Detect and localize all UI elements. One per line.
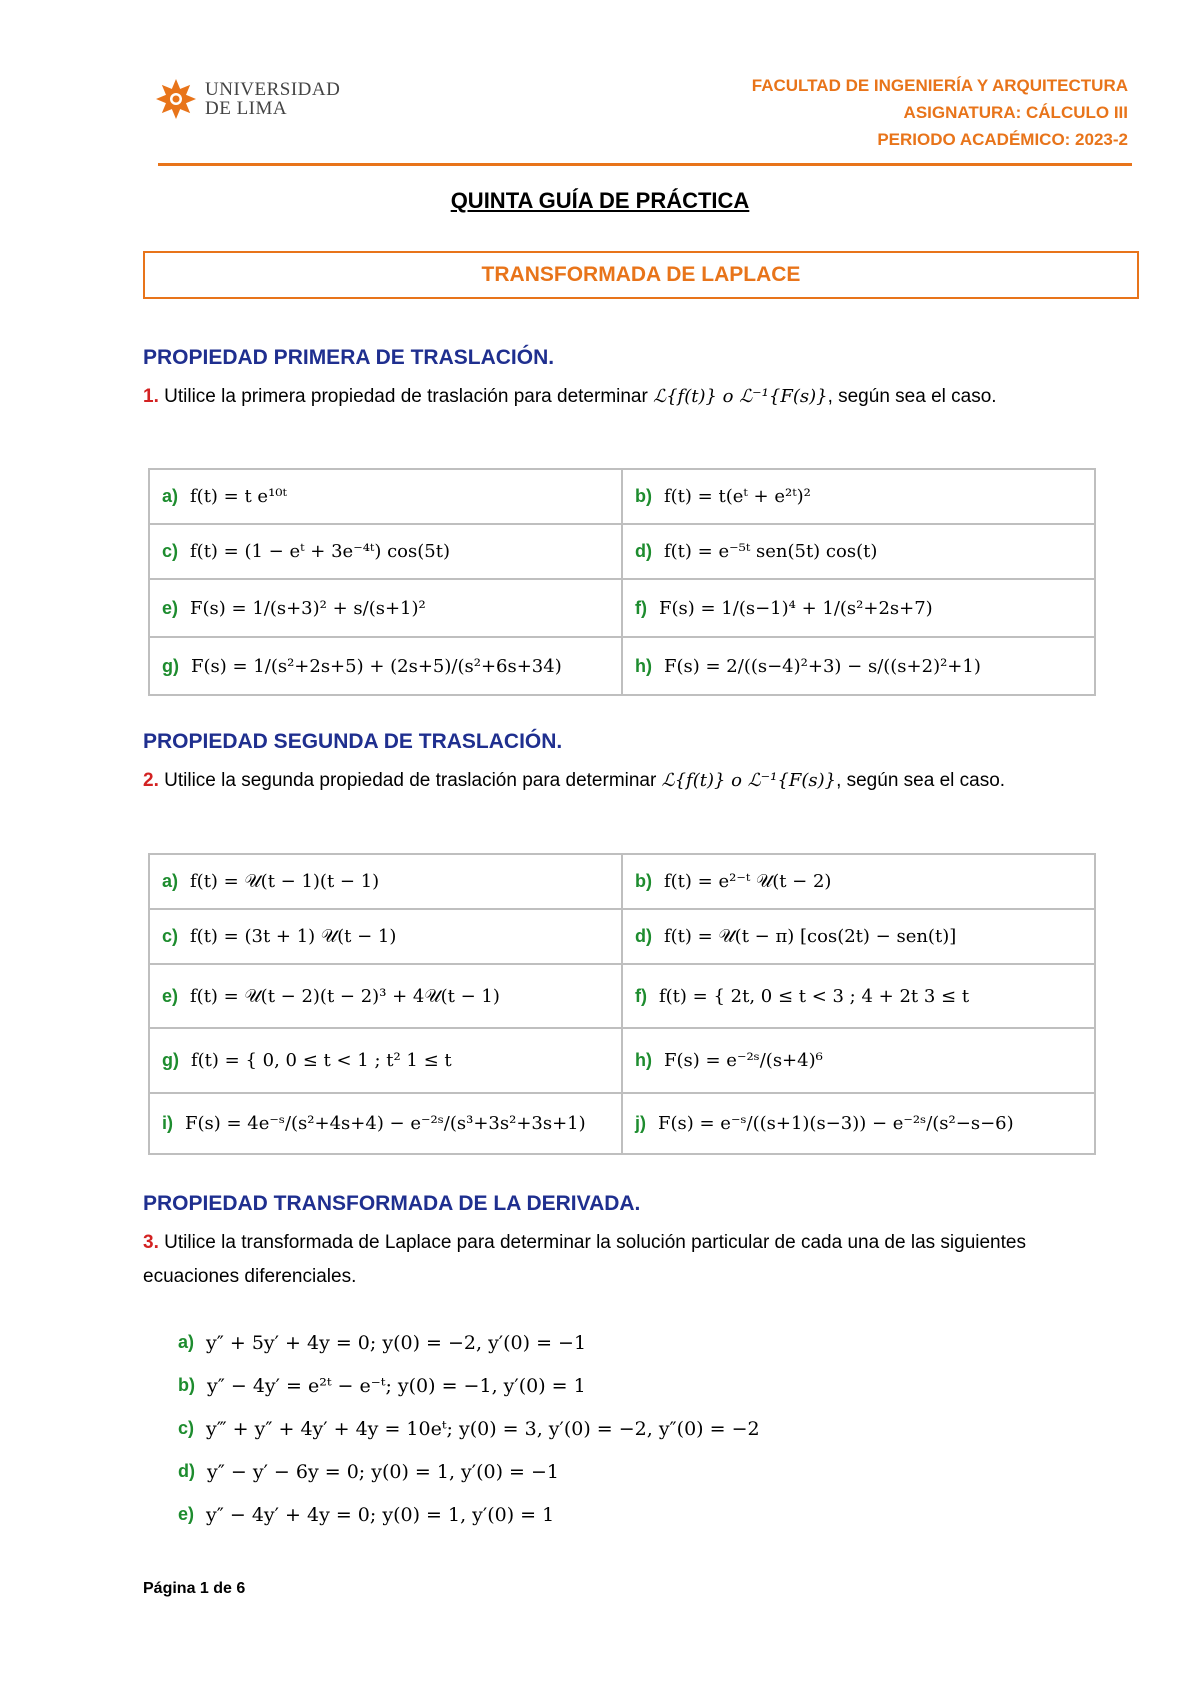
course-header bbox=[752, 72, 1128, 153]
exercise-cell bbox=[149, 854, 622, 909]
ode-item bbox=[178, 1321, 760, 1364]
item-label: g) bbox=[162, 655, 179, 676]
exercise-cell bbox=[149, 909, 622, 964]
question-1-text-end: , según sea el caso. bbox=[827, 386, 997, 407]
item-expression: f(t) = 𝒰(t − 2)(t − 2)³ + 4𝒰(t − 1) bbox=[190, 985, 500, 1007]
question-1-math: ℒ{f(t)} o ℒ⁻¹{F(s)} bbox=[653, 386, 828, 407]
star-logo-icon bbox=[155, 78, 197, 120]
item-expression: f(t) = { 2t, 0 ≤ t < 3 ; 4 + 2t 3 ≤ t bbox=[659, 985, 970, 1007]
item-label: d) bbox=[635, 541, 652, 561]
university-logo bbox=[155, 78, 340, 120]
exercise-cell bbox=[622, 637, 1095, 695]
item-label: c) bbox=[162, 541, 179, 561]
section2-title: PROPIEDAD SEGUNDA DE TRASLACIÓN. bbox=[143, 730, 563, 753]
logo-text bbox=[205, 80, 340, 118]
question-3-number: 3. bbox=[143, 1232, 159, 1253]
item-label: i) bbox=[162, 1113, 173, 1133]
item-label: a) bbox=[178, 1332, 195, 1352]
topic-text: TRANSFORMADA DE LAPLACE bbox=[481, 263, 801, 286]
item-expression: F(s) = e⁻ˢ/((s+1)(s−3)) − e⁻²ˢ/(s²−s−6) bbox=[658, 1113, 1014, 1134]
section1-title: PROPIEDAD PRIMERA DE TRASLACIÓN. bbox=[143, 346, 555, 369]
ode-list bbox=[178, 1321, 760, 1536]
item-expression: y‴ + y″ + 4y′ + 4y = 10eᵗ; y(0) = 3, y′(0) = −2, y″(0) = −2 bbox=[206, 1417, 760, 1440]
item-expression: f(t) = t e¹⁰ᵗ bbox=[190, 486, 287, 507]
question-3 bbox=[143, 1226, 1103, 1294]
exercise-cell bbox=[622, 854, 1095, 909]
exercise-cell bbox=[149, 964, 622, 1028]
item-label: h) bbox=[635, 655, 652, 676]
item-label: c) bbox=[178, 1418, 195, 1438]
item-expression: y″ − 4y′ + 4y = 0; y(0) = 1, y′(0) = 1 bbox=[206, 1503, 555, 1526]
logo-text-line2: DE LIMA bbox=[205, 98, 288, 119]
question-1-number: 1. bbox=[143, 386, 159, 407]
item-label: d) bbox=[178, 1461, 195, 1481]
ode-item bbox=[178, 1493, 760, 1536]
question-1 bbox=[143, 380, 1103, 414]
item-label: e) bbox=[162, 985, 179, 1006]
item-expression: f(t) = 𝒰(t − 1)(t − 1) bbox=[190, 871, 380, 892]
document-title-text: QUINTA GUÍA DE PRÁCTICA bbox=[450, 188, 750, 213]
ode-item bbox=[178, 1407, 760, 1450]
item-label: f) bbox=[635, 597, 647, 618]
item-label: g) bbox=[162, 1050, 179, 1070]
item-expression: F(s) = 1/(s+3)² + s/(s+1)² bbox=[190, 597, 426, 619]
topic-box bbox=[143, 251, 1139, 299]
header-divider bbox=[158, 163, 1132, 166]
ode-item bbox=[178, 1450, 760, 1493]
exercise-cell bbox=[622, 1093, 1095, 1154]
document-title bbox=[0, 188, 1200, 214]
question-2-number: 2. bbox=[143, 770, 159, 791]
exercise-cell bbox=[622, 1028, 1095, 1093]
item-expression: f(t) = (3t + 1) 𝒰(t − 1) bbox=[190, 926, 397, 947]
item-label: c) bbox=[162, 926, 179, 946]
item-label: b) bbox=[635, 871, 652, 891]
item-expression: y″ − 4y′ = e²ᵗ − e⁻ᵗ; y(0) = −1, y′(0) = 1 bbox=[207, 1374, 586, 1397]
exercise-cell bbox=[622, 909, 1095, 964]
item-label: b) bbox=[178, 1375, 195, 1395]
course-name: ASIGNATURA: CÁLCULO III bbox=[903, 103, 1128, 122]
item-expression: F(s) = 1/(s−1)⁴ + 1/(s²+2s+7) bbox=[659, 597, 933, 619]
item-expression: F(s) = e⁻²ˢ/(s+4)⁶ bbox=[664, 1050, 823, 1071]
section3-title: PROPIEDAD TRANSFORMADA DE LA DERIVADA. bbox=[143, 1192, 641, 1215]
item-expression: F(s) = 4e⁻ˢ/(s²+4s+4) − e⁻²ˢ/(s³+3s²+3s+1) bbox=[185, 1113, 586, 1134]
logo-text-line1: UNIVERSIDAD bbox=[205, 79, 341, 100]
item-label: f) bbox=[635, 985, 647, 1006]
item-label: h) bbox=[635, 1050, 652, 1070]
ode-item bbox=[178, 1364, 760, 1407]
question-2 bbox=[143, 764, 1103, 798]
section2-exercises-table bbox=[148, 853, 1096, 1155]
item-label: a) bbox=[162, 871, 179, 891]
academic-period: PERIODO ACADÉMICO: 2023-2 bbox=[877, 130, 1128, 149]
item-expression: F(s) = 2/((s−4)²+3) − s/((s+2)²+1) bbox=[664, 655, 981, 677]
question-2-text-end: , según sea el caso. bbox=[836, 770, 1006, 791]
item-expression: y″ + 5y′ + 4y = 0; y(0) = −2, y′(0) = −1 bbox=[206, 1331, 587, 1354]
exercise-cell bbox=[149, 637, 622, 695]
item-expression: f(t) = (1 − eᵗ + 3e⁻⁴ᵗ) cos(5t) bbox=[190, 541, 450, 562]
exercise-cell bbox=[149, 524, 622, 579]
item-label: e) bbox=[178, 1504, 195, 1524]
item-expression: f(t) = 𝒰(t − π) [cos(2t) − sen(t)] bbox=[664, 926, 957, 947]
item-label: b) bbox=[635, 486, 652, 506]
item-expression: y″ − y′ − 6y = 0; y(0) = 1, y′(0) = −1 bbox=[207, 1460, 560, 1483]
item-expression: f(t) = t(eᵗ + e²ᵗ)² bbox=[664, 486, 811, 507]
item-label: a) bbox=[162, 486, 179, 506]
exercise-cell bbox=[622, 579, 1095, 637]
item-label: d) bbox=[635, 926, 652, 946]
exercise-cell bbox=[149, 1028, 622, 1093]
item-expression: f(t) = e²⁻ᵗ 𝒰(t − 2) bbox=[664, 871, 832, 892]
question-2-math: ℒ{f(t)} o ℒ⁻¹{F(s)} bbox=[661, 770, 837, 791]
item-label: e) bbox=[162, 597, 179, 618]
item-label: j) bbox=[635, 1113, 646, 1133]
exercise-cell bbox=[622, 524, 1095, 579]
item-expression: f(t) = { 0, 0 ≤ t < 1 ; t² 1 ≤ t bbox=[191, 1050, 452, 1071]
question-1-text: Utilice la primera propiedad de traslación para determinar bbox=[164, 386, 654, 407]
question-3-text: Utilice la transformada de Laplace para determinar la solución particular de cada una de las siguientes ecuaciones diferenciales. bbox=[143, 1232, 1026, 1287]
item-expression: f(t) = e⁻⁵ᵗ sen(5t) cos(t) bbox=[664, 541, 878, 562]
question-2-text: Utilice la segunda propiedad de traslación para determinar bbox=[164, 770, 662, 791]
exercise-cell bbox=[622, 964, 1095, 1028]
section1-exercises-table bbox=[148, 468, 1096, 696]
exercise-cell bbox=[149, 1093, 622, 1154]
exercise-cell bbox=[149, 469, 622, 524]
exercise-cell bbox=[149, 579, 622, 637]
exercise-cell bbox=[622, 469, 1095, 524]
item-expression: F(s) = 1/(s²+2s+5) + (2s+5)/(s²+6s+34) bbox=[191, 655, 562, 677]
faculty-name: FACULTAD DE INGENIERÍA Y ARQUITECTURA bbox=[751, 76, 1128, 95]
page-number: Página 1 de 6 bbox=[143, 1580, 246, 1597]
